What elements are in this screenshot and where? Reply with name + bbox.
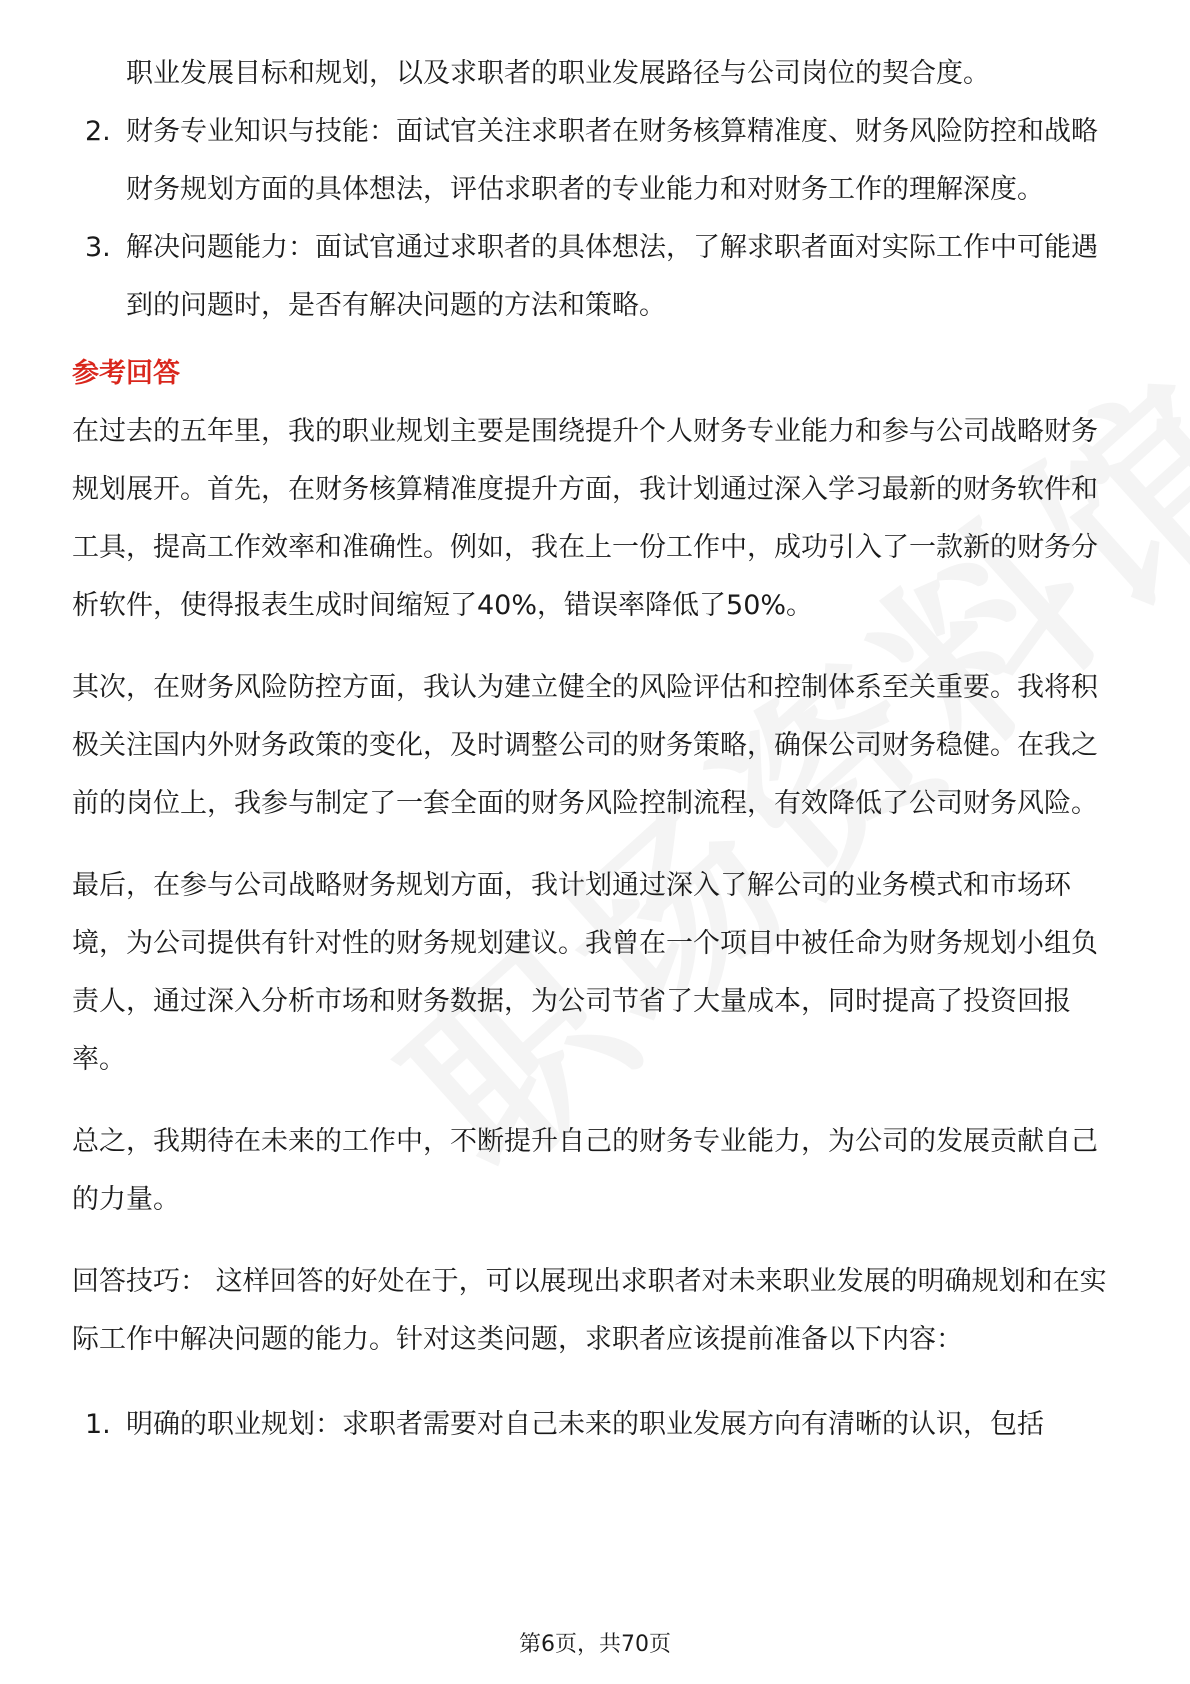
list-item-number: 2. — [85, 116, 111, 147]
list-item-number: 3. — [85, 232, 111, 263]
answer-paragraph: 总之，我期待在未来的工作中，不断提升自己的财务专业能力，为公司的发展贡献自己的力量。 — [72, 1126, 1098, 1215]
answer-paragraph: 最后，在参与公司战略财务规划方面，我计划通过深入了解公司的业务模式和市场环境，为公司提供有针对性的财务规划建议。我曾在一个项目中被任命为财务规划小组负责人，通过深入分析市场和财务数据，为公司节省了大量成本，同时提高了投资回报率。 — [72, 870, 1098, 1075]
section-heading: 参考回答 — [72, 358, 180, 389]
page-footer: 第6页，共70页 — [519, 1632, 671, 1657]
list-item-text: 明确的职业规划：求职者需要对自己未来的职业发展方向有清晰的认识，包括 — [126, 1409, 1044, 1440]
criteria-list — [72, 103, 1122, 335]
list-item — [72, 1396, 1122, 1454]
list-item — [72, 219, 1122, 335]
list-item-text: 解决问题能力：面试官通过求职者的具体想法，了解求职者面对实际工作中可能遇到的问题时，是否有解决问题的方法和策略。 — [126, 232, 1098, 321]
list-item — [72, 103, 1122, 219]
tips-paragraph: 回答技巧： 这样回答的好处在于，可以展现出求职者对未来职业发展的明确规划和在实际工作中解决问题的能力。针对这类问题，求职者应该提前准备以下内容： — [72, 1266, 1107, 1355]
list-item-continuation: 职业发展目标和规划，以及求职者的职业发展路径与公司岗位的契合度。 — [126, 58, 990, 89]
list-item-number: 1. — [85, 1409, 111, 1440]
answer-paragraph: 在过去的五年里，我的职业规划主要是围绕提升个人财务专业能力和参与公司战略财务规划展开。首先，在财务核算精准度提升方面，我计划通过深入学习最新的财务软件和工具，提高工作效率和准确性。例如，我在上一份工作中，成功引入了一款新的财务分析软件，使得报表生成时间缩短了40%，错误率降低了50%。 — [72, 416, 1098, 621]
page-content — [72, 45, 1122, 1454]
tips-list — [72, 1396, 1122, 1454]
answer-paragraph: 其次，在财务风险防控方面，我认为建立健全的风险评估和控制体系至关重要。我将积极关注国内外财务政策的变化，及时调整公司的财务策略，确保公司财务稳健。在我之前的岗位上，我参与制定了一套全面的财务风险控制流程，有效降低了公司财务风险。 — [72, 672, 1098, 819]
list-item-text: 财务专业知识与技能：面试官关注求职者在财务核算精准度、财务风险防控和战略财务规划方面的具体想法，评估求职者的专业能力和对财务工作的理解深度。 — [126, 116, 1098, 205]
